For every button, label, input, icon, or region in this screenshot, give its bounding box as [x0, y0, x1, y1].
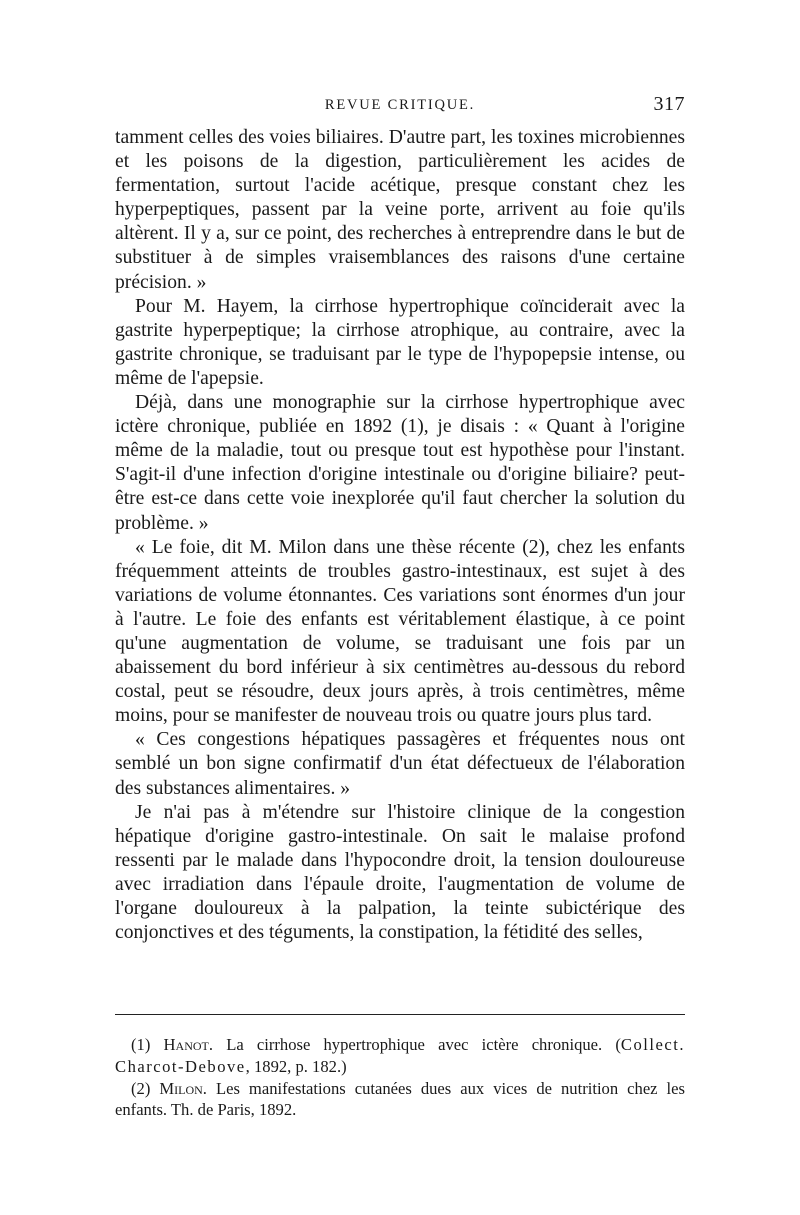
paragraph: « Ces congestions hépatiques passagères et fréquentes nous ont semblé un bon signe confirmatif d'un état défectueux de l'élaboration des substances alimentaires. »	[115, 729, 685, 799]
footnote-text-end: , 1892, p. 182.)	[245, 1056, 347, 1076]
paragraph: « Le foie, dit M. Milon dans une thèse récente (2), chez les enfants fréquemment atteints de troubles gastro-intestinaux, est sujet à des variations de volume étonnantes. Ces variations sont énormes d'un jour à l'autre. Le foie des enfants est véritablement élastique, à ce point qu'une augmentation de volume, se traduisant une fois par un abaissement du bord inférieur à six centimètres au-dessous du rebord costal, peut se résoudre, deux jours après, à trois centimètres, même moins, pour se manifester de nouveau trois ou quatre jours plus tard.	[115, 536, 685, 727]
paragraph: Pour M. Hayem, la cirrhose hypertrophique coïnciderait avec la gastrite hyperpeptique; la cirrhose atrophique, au contraire, avec la gastrite chronique, se traduisant par le type de l'hypopepsie intense, ou même de l'apepsie.	[115, 295, 685, 389]
page-number: 317	[653, 93, 685, 115]
running-title: REVUE CRITIQUE.	[324, 97, 476, 113]
paragraph: Déjà, dans une monographie sur la cirrhose hypertrophique avec ictère chronique, publiée en 1892 (1), je disais : « Quant à l'origine même de la maladie, tout ou presque tout est hypothèse pour l'instant. S'agit-il d'une infection d'origine intestinale ou d'origine biliaire? peut-être est-ce dans cette voie inexplorée qu'il faut chercher la solution du problème. »	[115, 392, 685, 534]
footnote-rule	[115, 1014, 685, 1015]
footnote-author: Hanot	[163, 1035, 209, 1054]
footnote	[115, 1034, 685, 1078]
footnote-author: Milon	[159, 1078, 203, 1098]
footnote-text: . La cirrhose hypertrophique avec ictère chronique. (	[208, 1035, 621, 1054]
paragraph: Je n'ai pas à m'étendre sur l'histoire clinique de la congestion hépatique d'origine gastro-intestinale. On sait le malaise profond ressenti par le malade dans l'hypocondre droit, la tension douloureuse avec irradiation dans l'épaule droite, l'augmentation de volume de l'organe douloureux à la palpation, la teinte subictérique des conjonctives et des téguments, la constipation, la fétidité des selles,	[115, 801, 685, 944]
body-text	[115, 126, 685, 945]
running-head	[115, 93, 685, 119]
footnotes	[115, 1034, 685, 1121]
footnote-marker: (2)	[131, 1078, 151, 1098]
footnote-text: . Les manifestations cutanées dues aux vices de nutrition chez les enfants. Th. de Paris, 1892.	[115, 1078, 685, 1120]
footnote-marker: (1)	[131, 1035, 151, 1054]
paragraph: tamment celles des voies biliaires. D'autre part, les toxines microbiennes et les poisons de la digestion, particulièrement les acides de fermentation, surtout l'acide acétique, presque constant chez les hyperpeptiques, passent par la veine porte, arrivent au foie qu'ils altèrent. Il y a, sur ce point, des recherches à entreprendre dans le but de substituer à de simples vraisemblances des raisons d'une certaine précision. »	[115, 127, 685, 293]
footnote	[115, 1078, 685, 1122]
footnote-collection: Collect. Charcot-Debove	[115, 1035, 685, 1076]
